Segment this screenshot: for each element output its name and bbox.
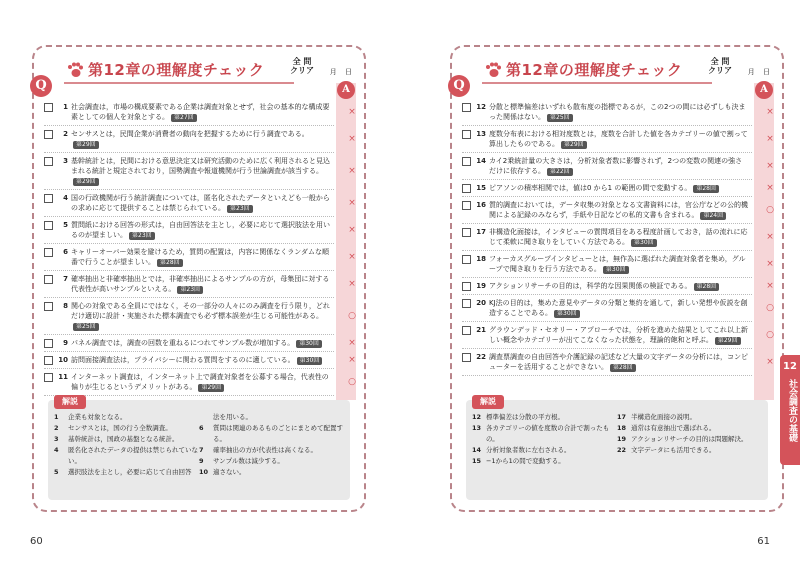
a-badge: A — [337, 81, 355, 99]
exam-ref: 第29回 — [73, 178, 99, 186]
question-text: 社会調査は，市場の構成要素である企業は調査対象とせず，社会の基本的な構成要素としての個人を対象とする。 第27回 — [71, 103, 330, 121]
question-number: 4 — [63, 194, 68, 202]
exam-ref: 第23回 — [129, 232, 155, 240]
question-item — [462, 349, 774, 376]
checkbox[interactable] — [462, 184, 471, 193]
answer-mark: × — [766, 357, 774, 367]
answer-mark: × — [766, 232, 774, 242]
question-item — [44, 190, 356, 217]
explanation-column — [472, 412, 617, 496]
exam-ref: 第23回 — [177, 286, 203, 294]
exam-ref: 第27回 — [171, 114, 197, 122]
exam-ref: 第30回 — [603, 266, 629, 274]
checkbox[interactable] — [44, 275, 53, 284]
chapter-number: 12 — [783, 361, 797, 372]
checkbox[interactable] — [462, 255, 471, 264]
answer-mark: × — [348, 338, 356, 348]
explanation-columns — [472, 412, 762, 496]
answer-mark: × — [348, 166, 356, 176]
question-text: 基幹統計とは，民間における意思決定又は研究活動のために広く利用されると見込まれる統計と規定されており，国勢調査や報道機関が行う世論調査が該当する。第29回 — [71, 157, 330, 185]
answer-mark: × — [766, 134, 774, 144]
explanation-item: 法を用いる。 — [213, 413, 252, 421]
answer-mark: × — [348, 134, 356, 144]
checkbox[interactable] — [44, 194, 53, 203]
chapter-title: 社会調査の基礎 — [787, 379, 797, 442]
explanation-item: 19 アクションリサーチの目的は問題解決。 — [617, 435, 748, 443]
question-text: KJ法の目的は，集めた意見やデータの分類と集約を通して，新しい発想や仮説を創造することである。 第30回 — [489, 299, 748, 317]
question-number: 15 — [476, 184, 486, 192]
answer-mark: × — [348, 279, 356, 289]
title-underline — [64, 82, 294, 84]
explanation-item: 1 企業も対象となる。 — [54, 413, 127, 421]
exam-ref: 第30回 — [297, 357, 323, 365]
question-item — [44, 244, 356, 271]
checkbox[interactable] — [44, 339, 53, 348]
question-number: 2 — [63, 130, 68, 138]
question-text: アクションリサーチの目的は，科学的な因果関係の検証である。 第28回 — [489, 281, 752, 291]
question-number: 10 — [58, 356, 68, 364]
question-number: 19 — [476, 282, 486, 290]
explanation-item: 12 標準偏差は分散の平方根。 — [472, 413, 564, 421]
answer-mark: × — [348, 198, 356, 208]
answer-mark: × — [766, 107, 774, 117]
question-number: 7 — [63, 275, 68, 283]
title-underline — [482, 82, 712, 84]
question-item — [44, 298, 356, 335]
exam-ref: 第30回 — [554, 310, 580, 318]
explanation-item: 17 半構造化面接の説明。 — [617, 413, 696, 421]
explanation-columns — [54, 412, 344, 496]
question-item — [462, 224, 774, 251]
answer-column — [336, 83, 356, 400]
question-number: 6 — [63, 248, 68, 256]
checkbox[interactable] — [462, 282, 471, 291]
question-number: 5 — [63, 221, 68, 229]
explanation-column — [199, 412, 344, 496]
exam-ref: 第28回 — [694, 283, 720, 291]
q-badge: Q — [448, 75, 470, 97]
question-item — [462, 278, 774, 295]
explanation-item: 10 適さない。 — [199, 468, 246, 476]
question-item — [462, 180, 774, 197]
question-text: 質的調査においては，データ収集の対象となる文書資料には，官公庁などの公的機関による記録のみならず，手紙や日記などの私的文書も含まれる。 第24回 — [489, 201, 748, 219]
q-badge: Q — [30, 75, 52, 97]
checkbox[interactable] — [462, 157, 471, 166]
question-item — [44, 99, 356, 126]
explanation-item: 18 通常は有意抽出で選ばれる。 — [617, 424, 716, 432]
checkbox[interactable] — [44, 373, 53, 382]
exam-ref: 第25回 — [73, 323, 99, 331]
answer-mark: × — [348, 225, 356, 235]
question-number: 12 — [476, 103, 486, 111]
checkbox[interactable] — [44, 221, 53, 230]
checkbox[interactable] — [44, 248, 53, 257]
exam-ref: 第23回 — [227, 205, 253, 213]
all-clear-label: 全 問 クリア — [708, 57, 732, 75]
question-number: 17 — [476, 228, 486, 236]
explanation-item: 9 サンプル数は減少する。 — [199, 457, 284, 465]
question-item — [44, 153, 356, 190]
question-item — [462, 197, 774, 224]
question-text: 関心の対象である全員にではなく，その一部分の人々にのみ調査を行う限り，どれだけ適切に設計・実施された標本調査でも必ず標本誤差が生じる可能性がある。第25回 — [71, 302, 330, 330]
answer-mark: × — [766, 259, 774, 269]
paw-icon — [484, 62, 502, 78]
question-number: 3 — [63, 157, 68, 165]
question-text: 国の行政機関が行う統計調査については，匿名化されたデータといえども一般からの求めに応じて提供することは禁じられている。 第23回 — [71, 194, 330, 212]
explanation-box — [48, 397, 350, 500]
explanation-box — [466, 397, 768, 500]
checkbox[interactable] — [462, 103, 471, 112]
question-number: 22 — [476, 353, 486, 361]
question-text: カイ2乗統計量の大きさは，分析対象者数に影響されず，2つの変数の関連の強さだけに依存する。 第22回 — [489, 157, 743, 175]
question-text: 非構造化面接は，インタビューの質問項目をある程度計画しておき，話の流れに応じて柔軟に聞き取りをしていく方法である。 第30回 — [489, 228, 748, 246]
answer-mark: × — [348, 252, 356, 262]
check-frame — [32, 45, 366, 512]
question-text: 質問紙における回答の形式は，自由回答法を主とし，必要に応じて選択肢法を用いるのが望ましい。 第23回 — [71, 221, 330, 239]
check-frame — [450, 45, 784, 512]
question-item — [44, 271, 356, 298]
exam-ref: 第30回 — [631, 239, 657, 247]
question-text: インターネット調査は，インターネット上で調査対象者を公募する場合，代表性の偏りが生じるというデメリットがある。 第29回 — [71, 373, 329, 391]
question-text: ピアソンの積率相関では，値は0 から1 の範囲の間で変動する。 第28回 — [489, 183, 752, 193]
checkbox[interactable] — [462, 326, 471, 335]
checkbox[interactable] — [462, 201, 471, 210]
exam-ref: 第22回 — [547, 168, 573, 176]
question-number: 13 — [476, 130, 486, 138]
question-item — [44, 369, 356, 396]
question-item — [462, 295, 774, 322]
answer-mark: ○ — [766, 205, 774, 215]
question-text: センサスとは，民間企業が消費者の動向を把握するために行う調査である。第29回 — [71, 130, 309, 148]
title-bar — [56, 59, 354, 81]
question-text: 訪問面接調査法は，プライバシーに関わる質問をするのに適している。 第30回 — [71, 355, 334, 365]
exam-ref: 第29回 — [73, 141, 99, 149]
explanation-item: 3 基幹統計は，国政の基盤となる統計。 — [54, 435, 179, 443]
exam-ref: 第29回 — [561, 141, 587, 149]
question-list — [462, 99, 774, 376]
checkbox[interactable] — [44, 103, 53, 112]
question-number: 16 — [476, 201, 486, 209]
question-item — [44, 352, 356, 369]
question-number: 21 — [476, 326, 486, 334]
answer-mark: ○ — [348, 311, 356, 321]
question-number: 8 — [63, 302, 68, 310]
question-text: キャリーオーバー効果を避けるため，質問の配置は，内容に関係なくランダムな順番で行うことが望ましい。 第28回 — [71, 248, 329, 266]
question-text: 分散と標準偏差はいずれも散布度の指標であるが，この2つの間には必ずしも決まった関係はない。 第25回 — [489, 103, 746, 121]
explanation-item: 14 分析対象者数に左右される。 — [472, 446, 571, 454]
exam-ref: 第28回 — [610, 364, 636, 372]
question-item — [462, 153, 774, 180]
question-item — [44, 217, 356, 244]
checkbox[interactable] — [44, 157, 53, 166]
answer-mark: × — [766, 281, 774, 291]
question-item — [462, 126, 774, 153]
checkbox[interactable] — [462, 228, 471, 237]
page-number: 61 — [757, 536, 770, 547]
question-number: 14 — [476, 157, 486, 165]
date-label: 月 日 — [329, 68, 352, 76]
exam-ref: 第25回 — [547, 114, 573, 122]
answer-mark: × — [348, 107, 356, 117]
title-bar — [474, 59, 772, 81]
question-text: グラウンデッド・セオリー・アプローチでは，分析を進めた結果としてこれ以上新しい概念やカテゴリーが出てこなくなった状態を，理論的飽和と呼ぶ。 第29回 — [489, 326, 748, 344]
question-number: 1 — [63, 103, 68, 111]
exam-ref: 第30回 — [296, 340, 322, 348]
question-list — [44, 99, 356, 396]
question-item — [462, 251, 774, 278]
page-number: 60 — [30, 536, 43, 547]
question-item — [462, 99, 774, 126]
question-item — [44, 126, 356, 153]
answer-mark: ○ — [766, 303, 774, 313]
exam-ref: 第29回 — [715, 337, 741, 345]
explanation-label: 解説 — [54, 395, 86, 409]
checkbox[interactable] — [462, 299, 471, 308]
checkbox[interactable] — [462, 353, 471, 362]
explanation-item: 13 各カテゴリーの値を度数の合計で割ったもの。 — [472, 424, 610, 443]
question-text: 確率抽出と非確率抽出とでは，非確率抽出によるサンプルの方が，母集団に対する代表性が高いサンプルといえる。 第23回 — [71, 275, 330, 293]
explanation-item: 6 質問は関連のあるものごとにまとめて配置する。 — [199, 424, 343, 443]
checkbox[interactable] — [462, 130, 471, 139]
question-number: 18 — [476, 255, 486, 263]
paw-icon — [66, 62, 84, 78]
question-text: 調査票調査の自由回答や介護記録の記述など大量の文字データの分析には，コンピューターを活用することができない。 第28回 — [489, 353, 748, 371]
answer-mark: × — [348, 355, 356, 365]
a-badge: A — [755, 81, 773, 99]
exam-ref: 第28回 — [157, 259, 183, 267]
chapter-side-tab — [780, 355, 800, 465]
page-title: 第12章の理解度チェック — [88, 61, 265, 79]
question-text: 度数分布表における相対度数とは，度数を合計した値を各カテゴリーの値で割って算出したものである。 第29回 — [489, 130, 748, 148]
right-page — [400, 0, 800, 567]
checkbox[interactable] — [44, 356, 53, 365]
explanation-item: 2 センサスとは，国の行う全数調査。 — [54, 424, 172, 432]
checkbox[interactable] — [44, 130, 53, 139]
answer-mark: × — [766, 161, 774, 171]
exam-ref: 第24回 — [700, 212, 726, 220]
question-number: 9 — [63, 339, 68, 347]
exam-ref: 第28回 — [693, 185, 719, 193]
explanation-item: 4 匿名化されたデータの提供は禁じられていない。 — [54, 446, 198, 465]
explanation-column — [54, 412, 199, 496]
explanation-item: 22 文字データにも活用できる。 — [617, 446, 716, 454]
answer-mark: ○ — [766, 330, 774, 340]
question-item — [44, 335, 356, 352]
answer-mark: × — [766, 183, 774, 193]
all-clear-label: 全 問 クリア — [290, 57, 314, 75]
explanation-item: 7 確率抽出の方が代表性は高くなる。 — [199, 446, 317, 454]
explanation-column — [617, 412, 762, 496]
explanation-label: 解説 — [472, 395, 504, 409]
date-label: 月 日 — [747, 68, 770, 76]
question-text: フォーカスグループインタビューとは，無作為に選ばれた調査対象者を集め，グループで聞き取りを行う方法である。 第30回 — [489, 255, 746, 273]
exam-ref: 第29回 — [198, 384, 224, 392]
question-text: パネル調査では，調査の回数を重ねるにつれてサンプル数が増加する。 第30回 — [71, 338, 334, 348]
page-title: 第12章の理解度チェック — [506, 61, 683, 79]
question-number: 11 — [58, 373, 68, 381]
answer-mark: ○ — [348, 377, 356, 387]
explanation-item: 15 −1から1の間で変動する。 — [472, 457, 565, 465]
question-number: 20 — [476, 299, 486, 307]
checkbox[interactable] — [44, 302, 53, 311]
question-item — [462, 322, 774, 349]
explanation-item: 5 選択肢法を主とし，必要に応じて自由回答 — [54, 468, 192, 476]
